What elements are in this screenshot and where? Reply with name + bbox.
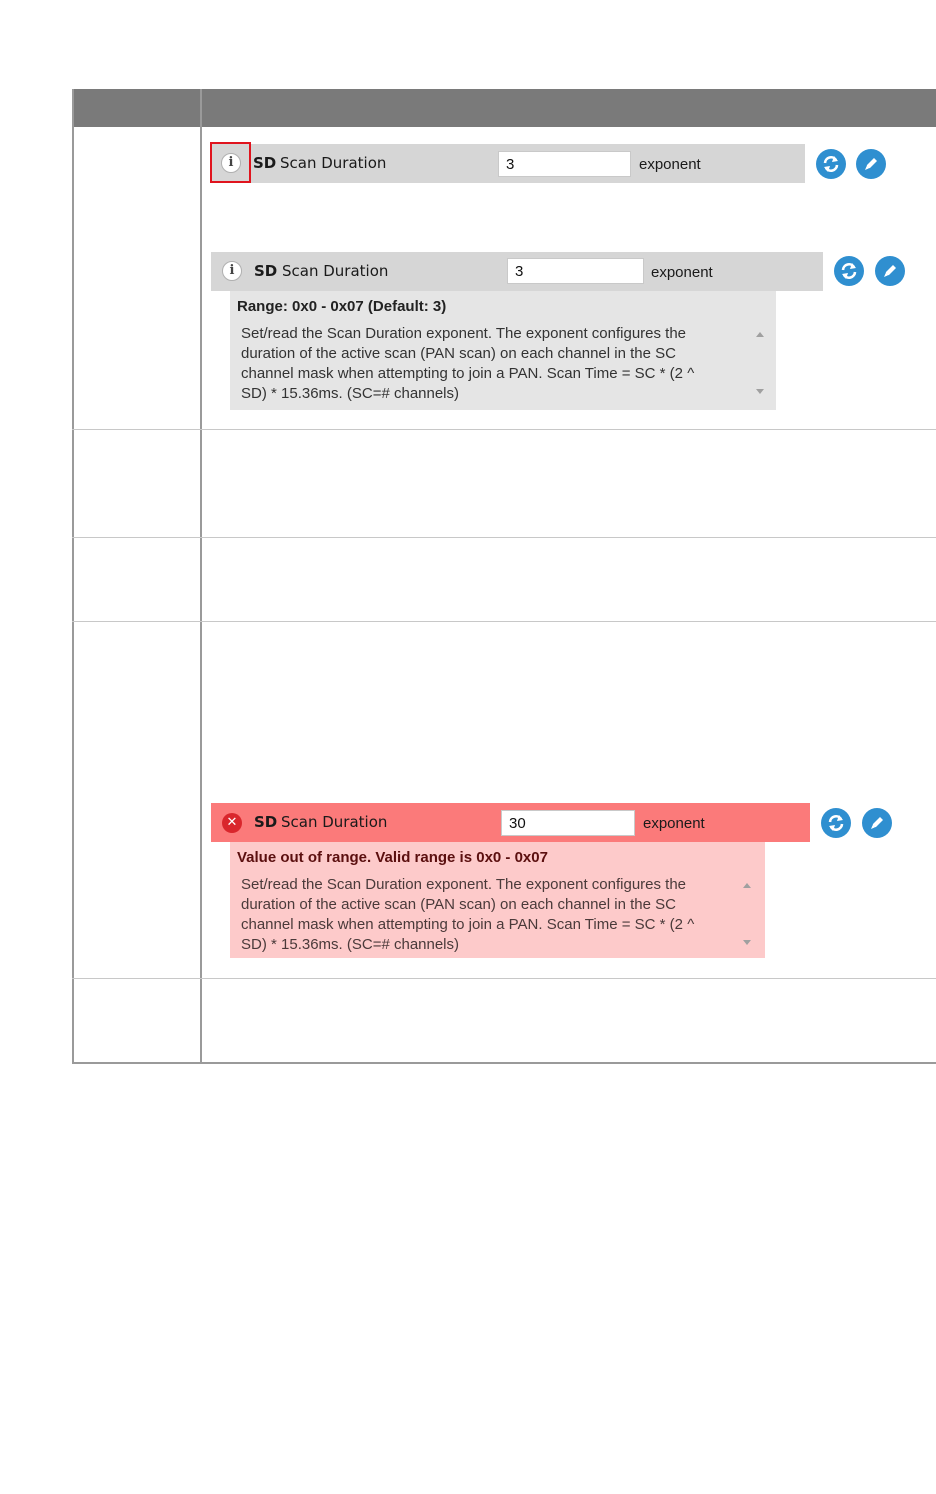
pencil-icon bbox=[867, 813, 887, 833]
write-button[interactable] bbox=[862, 808, 892, 838]
info-icon[interactable]: i bbox=[221, 153, 241, 173]
tooltip-line: channel mask when attempting to join a PAN. Scan Time = SC * (2 ^ bbox=[241, 916, 695, 933]
error-x-icon[interactable]: ✕ bbox=[222, 813, 242, 833]
refresh-button[interactable] bbox=[816, 149, 846, 179]
setting-row-expanded bbox=[211, 252, 823, 291]
error-message: Value out of range. Valid range is 0x0 - 0x07 bbox=[237, 849, 548, 866]
setting-code: SD bbox=[253, 154, 277, 172]
scroll-down-arrow-icon[interactable] bbox=[756, 389, 764, 394]
unit-label: exponent bbox=[643, 815, 705, 832]
pencil-icon bbox=[880, 261, 900, 281]
setting-row-error bbox=[211, 803, 810, 842]
write-button[interactable] bbox=[875, 256, 905, 286]
refresh-button[interactable] bbox=[834, 256, 864, 286]
table-column-divider bbox=[200, 89, 202, 1064]
tooltip-description bbox=[241, 324, 746, 404]
tooltip-line: duration of the active scan (PAN scan) on each channel in the SC bbox=[241, 896, 676, 913]
setting-name: Scan Duration bbox=[280, 154, 387, 172]
scroll-up-arrow-icon[interactable] bbox=[756, 332, 764, 337]
tooltip-line: Set/read the Scan Duration exponent. The exponent configures the bbox=[241, 876, 687, 893]
tooltip-title: Range: 0x0 - 0x07 (Default: 3) bbox=[237, 298, 447, 315]
table-bottom-border bbox=[72, 1062, 936, 1064]
setting-code: SD bbox=[254, 813, 278, 831]
scroll-down-arrow-icon[interactable] bbox=[743, 940, 751, 945]
error-tooltip bbox=[230, 842, 765, 958]
unit-label: exponent bbox=[639, 156, 701, 173]
refresh-button[interactable] bbox=[821, 808, 851, 838]
setting-name: Scan Duration bbox=[281, 813, 388, 831]
highlight-box bbox=[210, 142, 251, 183]
info-icon[interactable]: i bbox=[222, 261, 242, 281]
write-button[interactable] bbox=[856, 149, 886, 179]
setting-row-default bbox=[210, 144, 805, 183]
scroll-up-arrow-icon[interactable] bbox=[743, 883, 751, 888]
tooltip-line: channel mask when attempting to join a PAN. Scan Time = SC * (2 ^ bbox=[241, 365, 695, 382]
setting-code: SD bbox=[254, 262, 278, 280]
tooltip-scrollbar[interactable] bbox=[739, 876, 755, 954]
tooltip-line: Set/read the Scan Duration exponent. The exponent configures the bbox=[241, 325, 687, 342]
tooltip-description bbox=[241, 875, 746, 955]
tooltip-line: SD) * 15.36ms. (SC=# channels) bbox=[241, 385, 460, 402]
refresh-icon bbox=[839, 261, 859, 281]
pencil-icon bbox=[861, 154, 881, 174]
tooltip-line: SD) * 15.36ms. (SC=# channels) bbox=[241, 936, 460, 953]
tooltip-scrollbar[interactable] bbox=[752, 325, 768, 403]
value-input[interactable] bbox=[501, 810, 635, 836]
value-input[interactable] bbox=[498, 151, 631, 177]
refresh-icon bbox=[826, 813, 846, 833]
setting-name: Scan Duration bbox=[282, 262, 389, 280]
row-divider bbox=[72, 621, 936, 622]
value-input[interactable] bbox=[507, 258, 644, 284]
refresh-icon bbox=[821, 154, 841, 174]
row-divider bbox=[72, 429, 936, 430]
row-divider bbox=[72, 978, 936, 979]
table-left-border bbox=[72, 89, 74, 1064]
tooltip-line: duration of the active scan (PAN scan) on each channel in the SC bbox=[241, 345, 676, 362]
help-tooltip bbox=[230, 291, 776, 410]
row-divider bbox=[72, 537, 936, 538]
unit-label: exponent bbox=[651, 264, 713, 281]
